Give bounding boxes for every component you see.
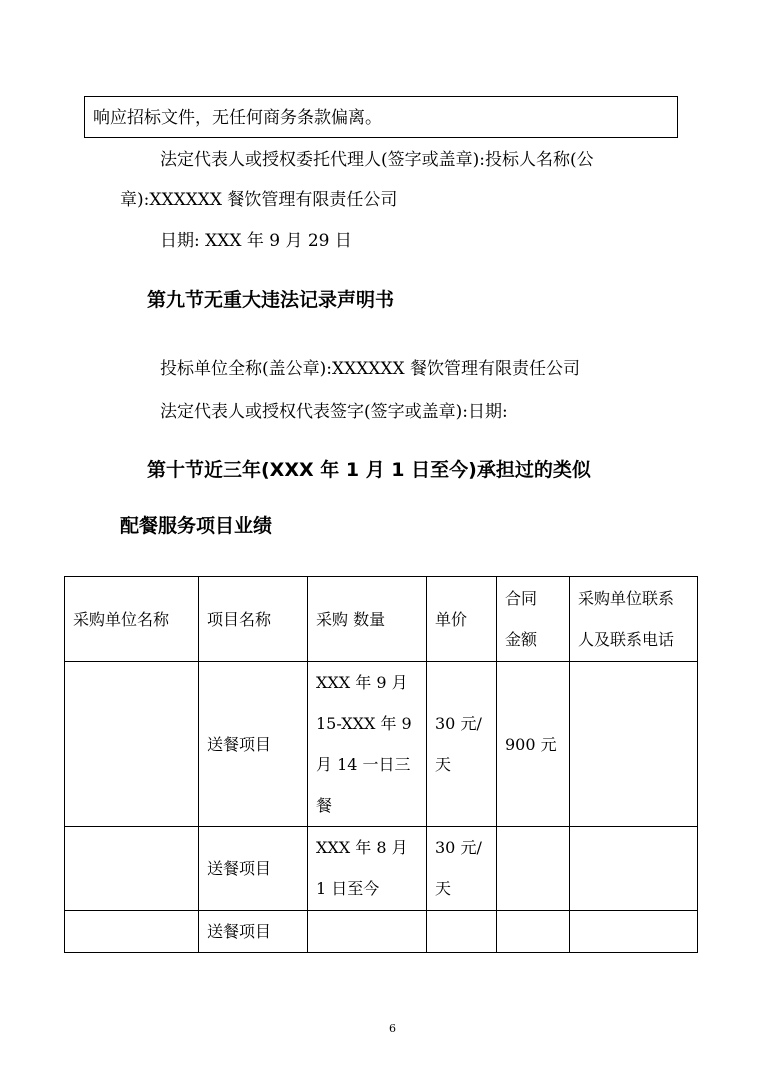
boxed-statement-text: 响应招标文件，无任何商务条款偏离。 (93, 108, 382, 128)
header-buyer: 采购单位名称 (65, 577, 199, 662)
cell-buyer (65, 827, 199, 911)
cell-contact (570, 827, 698, 911)
cell-unit-price (427, 911, 497, 953)
cell-contact (570, 662, 698, 827)
cell-unit-price: 30 元/ 天 (427, 827, 497, 911)
header-contact: 采购单位联系 人及联系电话 (570, 577, 698, 662)
cell-amount (497, 827, 570, 911)
cell-quantity: XXX 年 9 月 15-XXX 年 9 月 14 一日三 餐 (308, 662, 427, 827)
section10-heading-line-2: 配餐服务项目业绩 (120, 515, 273, 537)
representative-line-1: 法定代表人或授权委托代理人(签字或盖章):投标人名称(公 (160, 150, 594, 170)
header-quantity: 采购 数量 (308, 577, 427, 662)
table-row (65, 911, 698, 953)
date-line: 日期: XXX 年 9 月 29 日 (160, 231, 352, 251)
cell-project: 送餐项目 (199, 662, 308, 827)
cell-project: 送餐项目 (199, 827, 308, 911)
section9-signature-line: 法定代表人或授权代表签字(签字或盖章):日期: (160, 402, 508, 422)
cell-unit-price: 30 元/ 天 (427, 662, 497, 827)
header-amount: 合同 金额 (497, 577, 570, 662)
performance-table (64, 576, 698, 953)
cell-buyer (65, 662, 199, 827)
cell-buyer (65, 911, 199, 953)
page-number: 6 (389, 1022, 396, 1035)
boxed-statement (84, 96, 678, 138)
cell-quantity (308, 911, 427, 953)
cell-project: 送餐项目 (199, 911, 308, 953)
cell-amount (497, 911, 570, 953)
section10-heading-line-1: 第十节近三年(XXX 年 1 月 1 日至今)承担过的类似 (147, 459, 591, 481)
table-row (65, 662, 698, 827)
cell-amount: 900 元 (497, 662, 570, 827)
cell-quantity: XXX 年 8 月 1 日至今 (308, 827, 427, 911)
header-unit-price: 单价 (427, 577, 497, 662)
table-row (65, 827, 698, 911)
section9-heading: 第九节无重大违法记录声明书 (147, 289, 395, 311)
representative-line-2: 章):XXXXXX 餐饮管理有限责任公司 (120, 190, 398, 210)
cell-contact (570, 911, 698, 953)
header-project: 项目名称 (199, 577, 308, 662)
section9-bidder-name: 投标单位全称(盖公章):XXXXXX 餐饮管理有限责任公司 (160, 359, 581, 379)
table-header-row (65, 577, 698, 662)
